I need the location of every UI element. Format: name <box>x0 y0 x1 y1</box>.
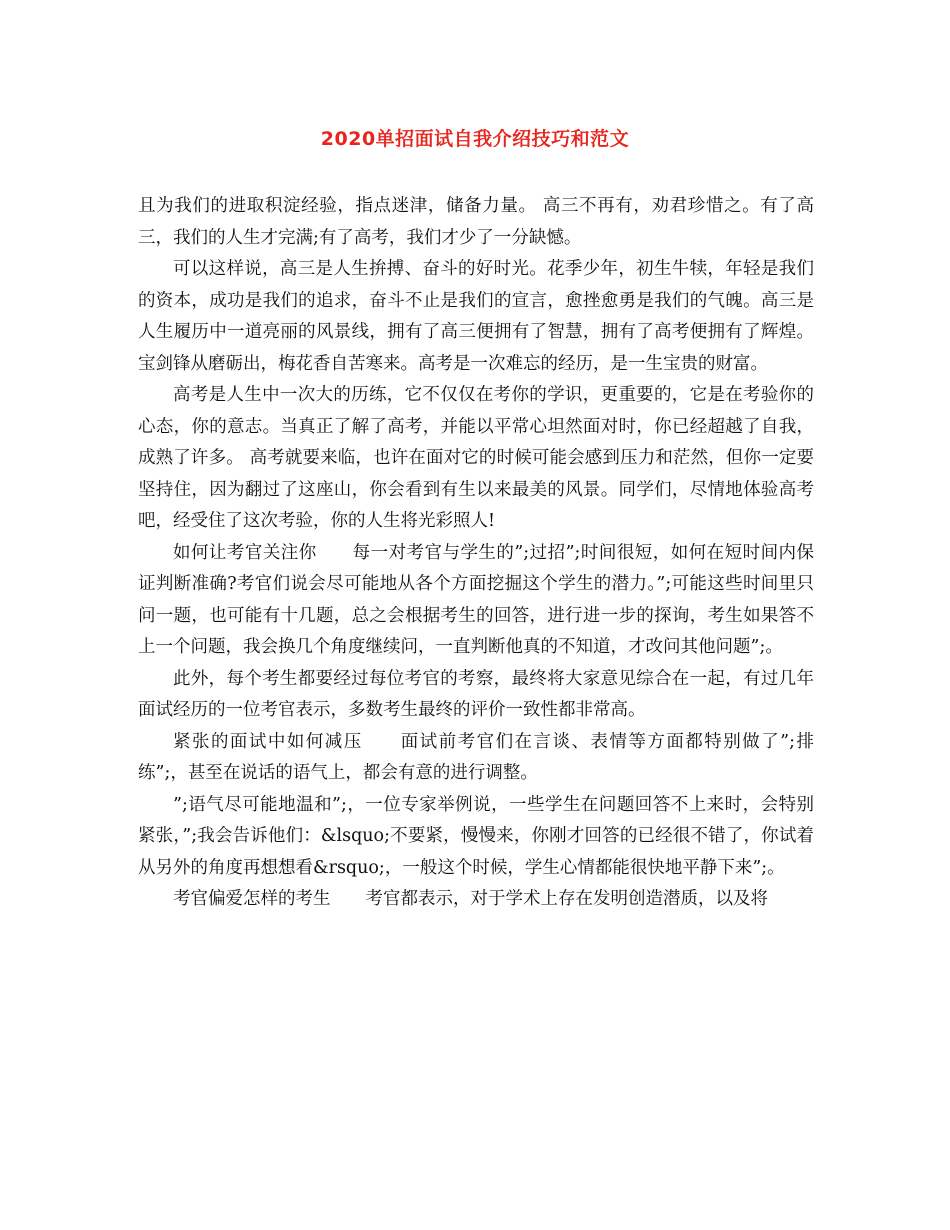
paragraph: 高考是人生中一次大的历练，它不仅仅在考你的学识，更重要的，它是在考验你的心态，你的意志。当真正了解了高考，并能以平常心坦然面对时，你已经超越了自我，成熟了许多。 高考就要来临，也许在面对它的时候可能会感到压力和茫然，但你一定要坚持住，因为翻过了这座山，你会看到有生以来最美的风景。同学们，尽情地体验高考吧，经受住了这次考验，你的人生将光彩照人! <box>138 385 814 531</box>
document-title: 2020单招面试自我介绍技巧和范文 <box>320 128 630 150</box>
paragraph: 如何让考官关注你 每一对考官与学生的”;过招”;时间很短，如何在短时间内保证判断准确?考官们说会尽可能地从各个方面挖掘这个学生的潜力。”;可能这些时间里只问一题，也可能有十几题，总之会根据考生的回答，进行进一步的探询，考生如果答不上一个问题，我会换几个角度继续问，一直判断他真的不知道，才改问其他问题”;。 <box>138 542 814 657</box>
paragraph: 可以这样说，高三是人生拚搏、奋斗的好时光。花季少年，初生牛犊，年轻是我们的资本，成功是我们的追求，奋斗不止是我们的宣言，愈挫愈勇是我们的气魄。高三是人生履历中一道亮丽的风景线，拥有了高三便拥有了智慧，拥有了高考便拥有了辉煌。 宝剑锋从磨砺出，梅花香自苦寒来。高考是一次难忘的经历，是一生宝贵的财富。 <box>138 259 814 374</box>
paragraph: 此外，每个考生都要经过每位考官的考察，最终将大家意见综合在一起，有过几年面试经历的一位考官表示，多数考生最终的评价一致性都非常高。 <box>138 668 814 720</box>
document-body <box>138 191 814 916</box>
paragraph: 紧张的面试中如何减压 面试前考官们在言谈、表情等方面都特别做了”;排练”;，甚至在说话的语气上，都会有意的进行调整。 <box>138 731 814 783</box>
paragraph: ”;语气尽可能地温和”;，一位专家举例说，一些学生在问题回答不上来时，会特别紧张，”;我会告诉他们：&lsquo;不要紧，慢慢来，你刚才回答的已经很不错了，你试着从另外的角度再想想看&rsquo;，一般这个时候，学生心情都能很快地平静下来”;。 <box>138 794 814 878</box>
paragraph: 且为我们的进取积淀经验，指点迷津，储备力量。 高三不再有，劝君珍惜之。有了高三，我们的人生才完满;有了高考，我们才少了一分缺憾。 <box>138 196 814 248</box>
paragraph: 考官偏爱怎样的考生 考官都表示，对于学术上存在发明创造潜质，以及将 <box>173 889 768 909</box>
